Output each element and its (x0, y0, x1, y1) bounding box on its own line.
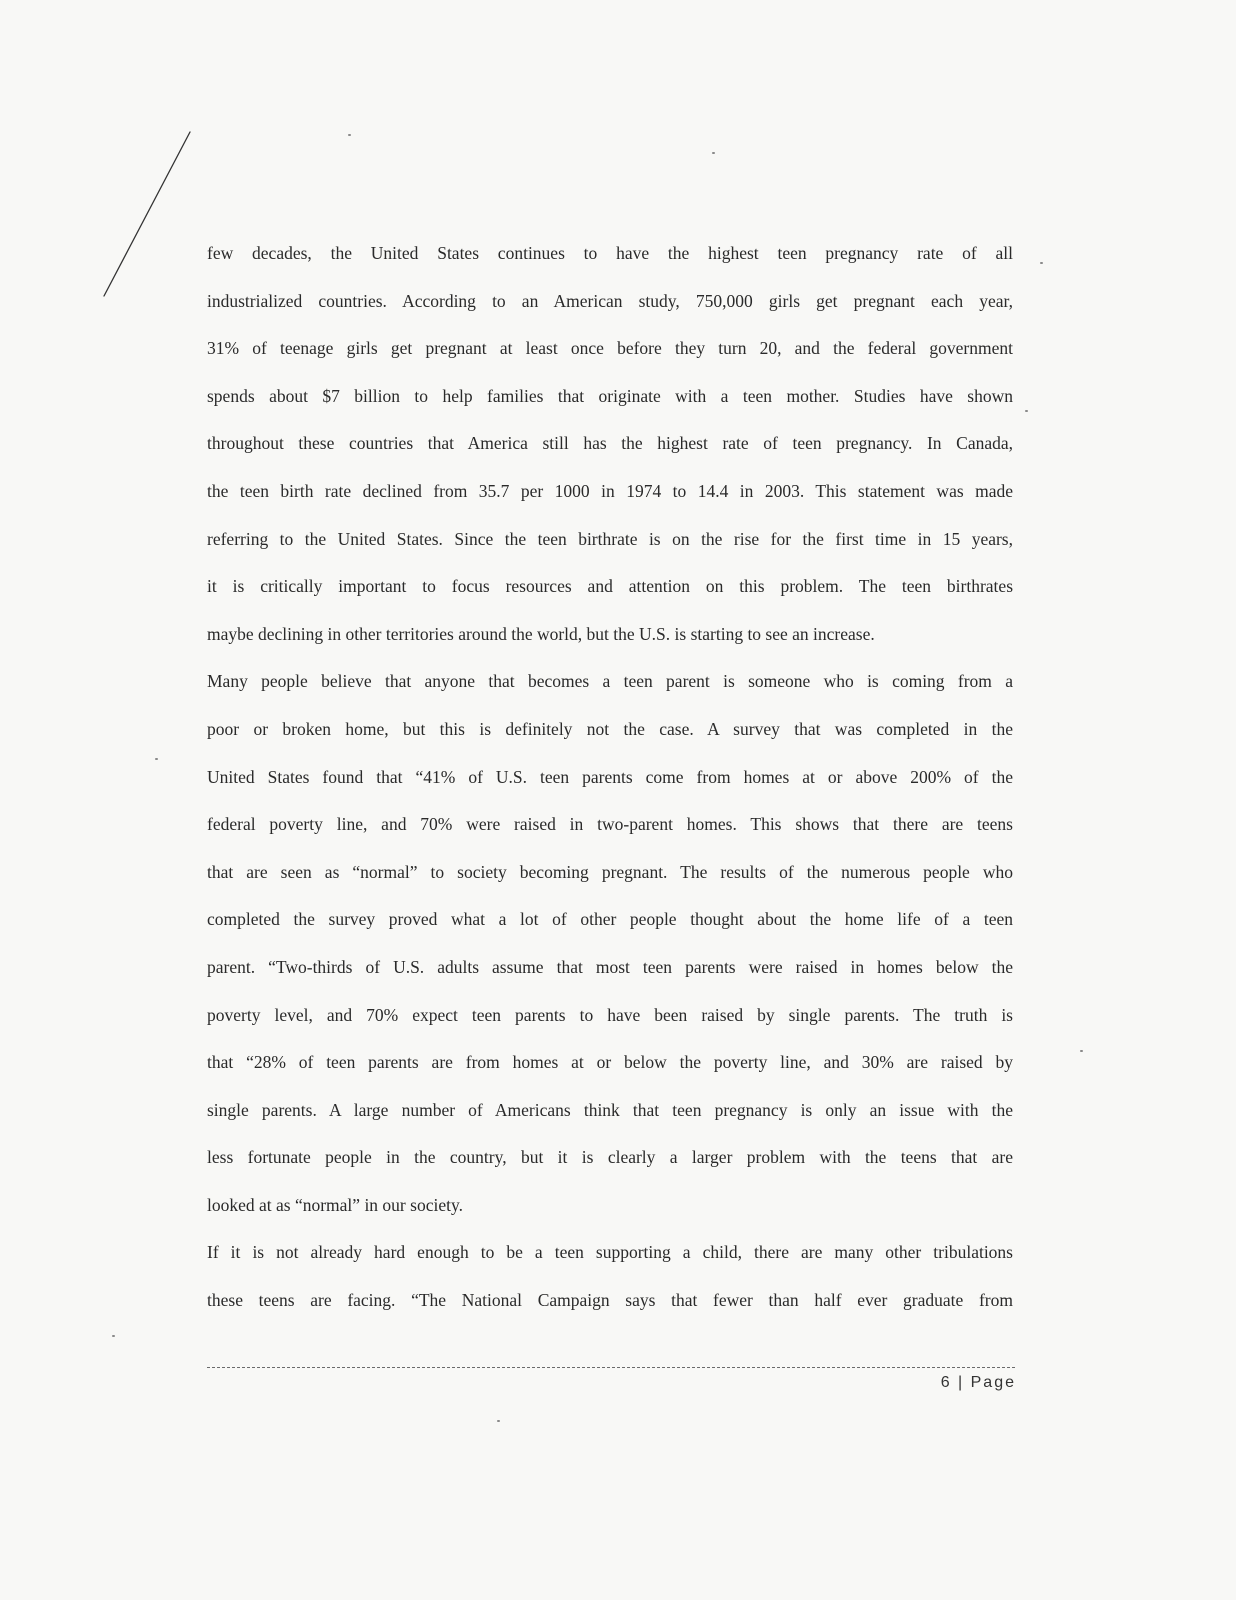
scan-speck (1040, 262, 1043, 264)
text-line: it is critically important to focus resources and attention on this problem. The teen birthrates (207, 576, 1013, 597)
text-line: that “28% of teen parents are from homes at or below the poverty line, and 30% are raised by (207, 1052, 1013, 1073)
scan-speck (112, 1335, 115, 1337)
text-line: looked at as “normal” in our society. (207, 1194, 463, 1215)
text-line: the teen birth rate declined from 35.7 per 1000 in 1974 to 14.4 in 2003. This statement was made (207, 480, 1013, 501)
text-line: federal poverty line, and 70% were raised in two-parent homes. This shows that there are teens (207, 814, 1013, 835)
text-line: If it is not already hard enough to be a teen supporting a child, there are many other tribulations (207, 1242, 1013, 1263)
text-line: United States found that “41% of U.S. teen parents come from homes at or above 200% of the (207, 766, 1013, 787)
text-line: few decades, the United States continues to have the highest teen pregnancy rate of all (207, 243, 1013, 263)
scan-speck (155, 758, 158, 760)
text-line: industrialized countries. According to an American study, 750,000 girls get pregnant each year, (207, 290, 1013, 311)
scan-speck (497, 1420, 500, 1422)
text-line: poor or broken home, but this is definitely not the case. A survey that was completed in the (207, 718, 1013, 739)
scan-speck (1025, 410, 1028, 412)
text-line: that are seen as “normal” to society becoming pregnant. The results of the numerous people who (207, 861, 1013, 882)
text-line: completed the survey proved what a lot of other people thought about the home life of a teen (207, 909, 1013, 930)
body-text (207, 230, 1013, 1325)
pen-mark-icon (100, 130, 200, 300)
text-line: poverty level, and 70% expect teen parents to have been raised by single parents. The truth is (207, 1004, 1013, 1025)
text-line: spends about $7 billion to help families that originate with a teen mother. Studies have shown (207, 385, 1013, 406)
scan-speck (1080, 1050, 1083, 1052)
text-line: maybe declining in other territories around the world, but the U.S. is starting to see an increase. (207, 623, 875, 644)
text-line: Many people believe that anyone that becomes a teen parent is someone who is coming from a (207, 671, 1013, 692)
scan-speck (348, 134, 351, 136)
text-line: 31% of teenage girls get pregnant at least once before they turn 20, and the federal government (207, 338, 1013, 359)
text-line: less fortunate people in the country, but it is clearly a larger problem with the teens that are (207, 1147, 1013, 1168)
text-line: referring to the United States. Since the teen birthrate is on the rise for the first time in 15 years, (207, 528, 1013, 549)
text-line: single parents. A large number of Americans think that teen pregnancy is only an issue with the (207, 1099, 1013, 1120)
text-line: these teens are facing. “The National Campaign says that fewer than half ever graduate from (207, 1290, 1013, 1311)
scan-speck (712, 152, 715, 154)
page-number: 6 | Page (940, 1374, 1016, 1391)
footer-divider (207, 1367, 1015, 1368)
text-line: throughout these countries that America still has the highest rate of teen pregnancy. In Canada, (207, 433, 1013, 454)
text-line: parent. “Two-thirds of U.S. adults assume that most teen parents were raised in homes below the (207, 956, 1013, 977)
